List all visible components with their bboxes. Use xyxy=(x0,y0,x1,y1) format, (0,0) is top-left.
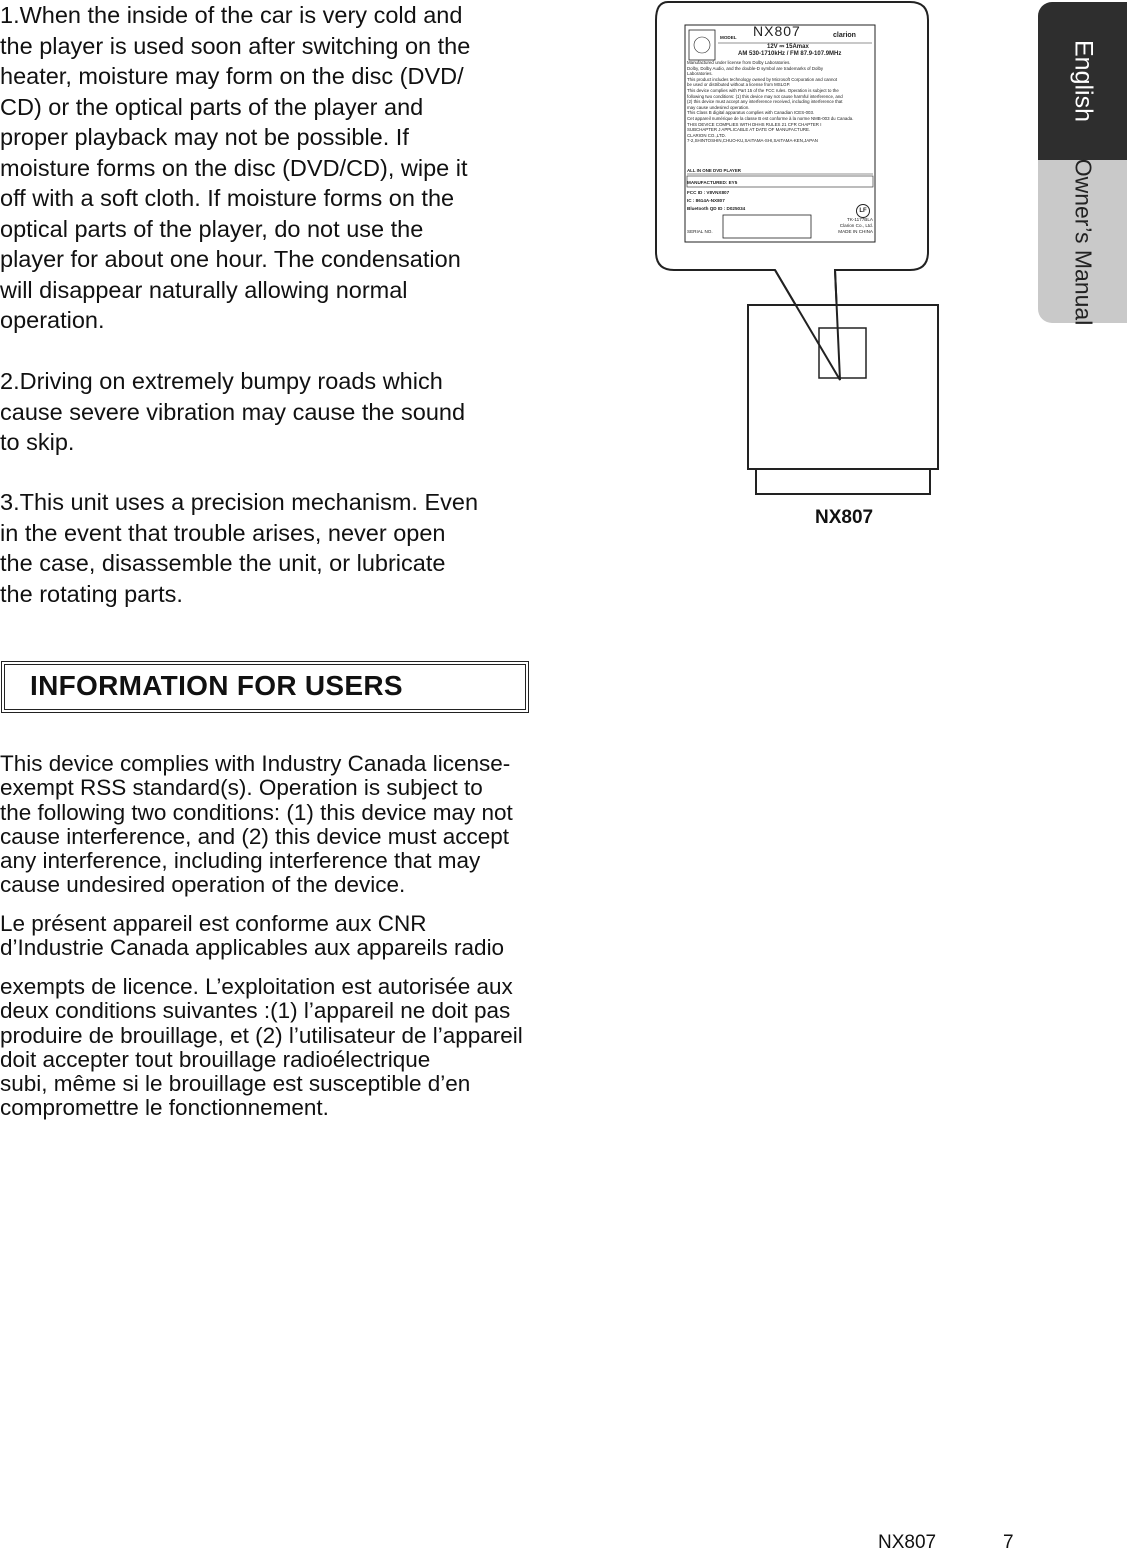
label-serial: SERIAL NO. xyxy=(687,229,713,234)
label-power: 12V ⎓ 15Amax xyxy=(767,44,809,50)
info-paragraph-fr-2: exempts de licence. L’exploitation est autorisée aux deux conditions suivantes :(1) l’appareil ne doit pas produire de brouillage, et (2) l’utilisateur de l’appareil doit accepter tout brouillage radioélectrique subi, même si le brouillage est susceptible d’en compromettre le fonctionnement. xyxy=(0,974,523,1121)
note-2: 2.Driving on extremely bumpy roads which cause severe vibration may cause the sound to skip. xyxy=(0,368,466,455)
label-ic: IC : 8614A-NX807 xyxy=(687,198,725,203)
label-bluetooth-id: Bluetooth QD ID : D025034 xyxy=(687,206,746,211)
label-compliance-text: Manufactured under license from Dolby Laboratories. Dolby, Dolby Audio, and the double-D symbol are trademarks of Dolby Laboratories. This product includes technology owned by Microsoft Corporation and cannot be used or distributed without a license from MSLGP. This device complies with Part 15 of the FCC rules. Operation is subject to the following two conditions: (1) this device may not cause harmful interference, and (2) this device must accept any interference received, including interference that may cause undesired operation. This Class B digital apparatus complies with Canadian ICES-003. Cet appareil numérique de la classe B est conforme à la norme NMB-003 du Canada. THIS DEVICE COMPLIES WITH DHHS RULES 21 CFR CHAPTER I SUBCHAPTER J APPLICABLE AT DATE OF MANUFACTURE. CLARION CO.,LTD. 7-2,SHINTOSHIN,CHUO-KU,SAITAMA-SHI,SAITAMA-KEN,JAPAN xyxy=(687,60,854,144)
label-fcc-id: FCC ID : V8VNX807 xyxy=(687,190,730,195)
section-title: INFORMATION FOR USERS xyxy=(30,670,403,701)
tab-english-label: English xyxy=(1069,40,1097,122)
device-bezel xyxy=(756,469,930,494)
label-card xyxy=(685,25,875,242)
footer-model: NX807 xyxy=(878,1532,937,1553)
section-title-box xyxy=(1,661,529,713)
label-product-type: ALL IN ONE DVD PLAYER xyxy=(687,168,741,173)
info-paragraph-en: This device complies with Industry Canada license- exempt RSS standard(s). Operation is subject to the following two conditions: (1) this device may not cause interference, and (2) this device must accept any interference, including interference that may cause undesired operation of the device. xyxy=(0,751,513,898)
info-paragraph-fr-1: Le présent appareil est conforme aux CNR d’Industrie Canada applicables aux appareils radio xyxy=(0,911,505,961)
label-model-name: NX807 xyxy=(753,23,801,39)
label-model-word: MODEL xyxy=(720,35,737,40)
label-brand: clarion xyxy=(833,32,856,39)
tab-owners-manual[interactable] xyxy=(1038,160,1127,323)
note-1: 1.When the inside of the car is very cold and the player is used soon after switching on the heater, moisture may form on the disc (DVD/ CD) or the optical parts of the player and proper playback may not be possible. If moisture forms on the disc (DVD/CD), wipe it off with a soft cloth. If moisture forms on the optical parts of the player, do not use the player for about one hour. The condensation will disappear naturally allowing normal operation. xyxy=(0,2,471,333)
lf-icon: LF xyxy=(856,204,870,218)
tab-owners-manual-label: Owner’s Manual xyxy=(1070,158,1096,325)
label-location xyxy=(819,328,866,378)
page-number: 7 xyxy=(1003,1532,1014,1553)
product-label-figure xyxy=(650,0,950,540)
label-frequency: AM 530-1710kHz / FM 87.9-107.9MHz xyxy=(738,51,842,57)
label-manufactured: MANUFACTURED: EY5 xyxy=(687,180,738,185)
tab-english[interactable] xyxy=(1038,2,1127,160)
label-made-in: TK-1177BLA Clarion Co., Ltd. MADE IN CHINA xyxy=(838,217,873,234)
note-3: 3.This unit uses a precision mechanism. Even in the event that trouble arises, never open the case, disassemble the unit, or lubricate the rotating parts. xyxy=(0,489,479,607)
figure-caption: NX807 xyxy=(815,507,874,528)
